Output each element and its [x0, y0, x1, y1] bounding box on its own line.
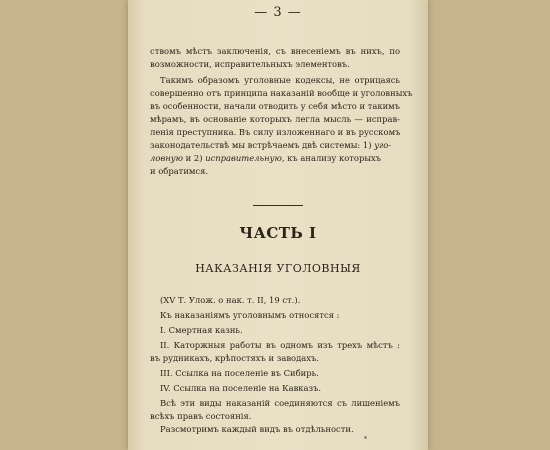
list-item: II. Каторжныя работы въ одномъ изъ трехъ мѣстъ : — [160, 340, 400, 350]
book-page — [128, 0, 428, 450]
text-fragment: и 2) — [185, 153, 203, 163]
text-line: возможности, исправительныхъ элементовъ. — [150, 59, 350, 69]
text-line: Всѣ эти виды наказаній соединяются съ лишеніемъ — [160, 398, 400, 408]
list-item: I. Смертная казнь. — [160, 325, 243, 335]
text-line: и обратимся. — [150, 166, 209, 176]
text-line: Къ наказаніямъ уголовнымъ относятся : — [160, 310, 340, 320]
list-item: III. Ссылка на поселеніе въ Сибирь. — [160, 368, 319, 378]
text-line-with-italic — [150, 140, 391, 150]
text-line-with-italic — [150, 153, 381, 163]
text-fragment: , къ анализу которыхъ — [281, 153, 382, 163]
italic-term: уго- — [374, 140, 392, 150]
text-line: ленія преступника. Въ силу изложеннаго и въ русскомъ — [150, 127, 401, 137]
law-reference: (XV Т. Улож. о нак. т. II, 19 ст.). — [160, 295, 301, 305]
italic-term: ловную — [150, 153, 183, 163]
section-heading: НАКАЗАНІЯ УГОЛОВНЫЯ — [195, 262, 361, 275]
text-line: всѣхъ правъ состоянія. — [150, 411, 252, 421]
italic-term: исправительную — [205, 153, 282, 163]
list-item-continuation: въ рудникахъ, крѣпостяхъ и заводахъ. — [150, 353, 319, 363]
text-line: ствомъ мѣстъ заключенія, съ внесеніемъ въ нихъ, по — [150, 46, 400, 56]
text-line: мѣрамъ, въ основаніе которыхъ легла мысль — исправ- — [150, 114, 400, 124]
text-line: совершенно отъ принципа наказаній вообще и уголовныхъ — [150, 88, 413, 98]
text-line: Разсмотримъ каждый видъ въ отдѣльности. — [160, 424, 354, 434]
text-line: Такимъ образомъ уголовные кодексы, не отрицаясь — [160, 75, 400, 85]
signature-mark: * — [364, 436, 367, 443]
text-line: въ особенности, начали отводить у себя мѣсто и такимъ — [150, 101, 400, 111]
part-heading: ЧАСТЬ I — [239, 224, 317, 242]
section-divider — [253, 205, 303, 206]
list-item: IV. Ссылка на поселеніе на Кавказъ. — [160, 383, 322, 393]
page-number: — 3 — — [254, 5, 302, 20]
text-fragment: законодательствѣ мы встрѣчаемъ двѣ системы: 1) — [150, 140, 372, 150]
